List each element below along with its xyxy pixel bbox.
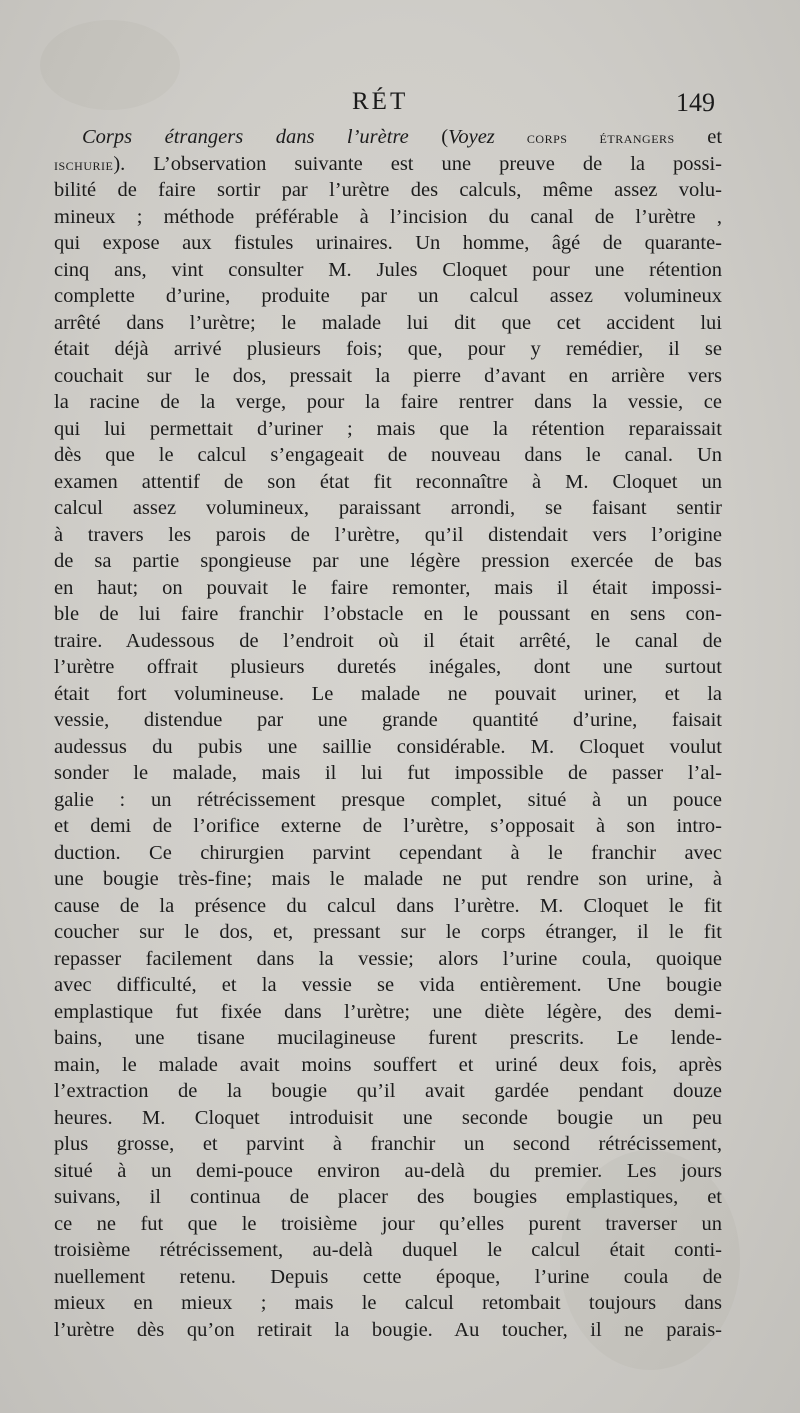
text-line: l’extraction de la bougie qu’il avait gardée pendant douze (54, 1080, 722, 1102)
text-line: situé à un demi-pouce environ au-delà du premier. Les jours (54, 1159, 722, 1182)
text-line: une bougie très-fine; mais le malade ne put rendre son urine, à (54, 868, 722, 890)
page-header (0, 88, 800, 128)
text-line: ble de lui faire franchir l’obstacle en le poussant en sens con- (54, 603, 722, 625)
text-line: l’urètre dès qu’on retirait la bougie. Au toucher, il ne parais- (54, 1318, 722, 1341)
text-line: audessus du pubis une saillie considérable. M. Cloquet voulut (54, 735, 722, 758)
text-line: repasser facilement dans la vessie; alors l’urine coula, quoique (54, 947, 722, 970)
text-line: plus grosse, et parvint à franchir un second rétrécissement, (54, 1133, 722, 1155)
text-line: troisième rétrécissement, au-delà duquel le calcul était conti- (54, 1239, 722, 1261)
cross-reference-term: ischurie (54, 154, 114, 174)
text-line: couchait sur le dos, pressait la pierre d’avant en arrière vers (54, 364, 722, 387)
text-line: était fort volumineuse. Le malade ne pouvait uriner, et la (54, 682, 722, 705)
text-line: examen attentif de son état fit reconnaître à M. Cloquet un (54, 470, 722, 493)
text-line: complette d’urine, produite par un calcul assez volumineux (54, 285, 722, 307)
text-line: la racine de la verge, pour la faire rentrer dans la vessie, ce (54, 391, 722, 413)
page-number: 149 (676, 88, 715, 117)
text-line: coucher sur le dos, et, pressant sur le corps étranger, il le fit (54, 921, 722, 943)
cross-reference-voyez: Voyez (448, 126, 495, 148)
text-line: emplastique fut fixée dans l’urètre; une diète légère, des demi- (54, 1000, 722, 1023)
text-line: sonder le malade, mais il lui fut impossible de passer l’al- (54, 762, 722, 784)
entry-heading: Corps étrangers dans l’urètre (82, 126, 409, 148)
text-line: mieux en mieux ; mais le calcul retombait toujours dans (54, 1292, 722, 1314)
text-line: heures. M. Cloquet introduisit une seconde bougie un peu (54, 1106, 722, 1129)
text-line: et demi de l’orifice externe de l’urètre, s’opposait à son intro- (54, 815, 722, 837)
text-line: en haut; on pouvait le faire remonter, mais il était impossi- (54, 576, 722, 599)
paren-open: ( (408, 126, 449, 148)
text-line: cause de la présence du calcul dans l’urètre. M. Cloquet le fit (54, 894, 722, 917)
conjunction: et (674, 126, 723, 148)
text-line: à travers les parois de l’urètre, qu’il distendait vers l’origine (54, 523, 722, 546)
text-line: l’urètre offrait plusieurs duretés inégales, dont une surtout (54, 656, 722, 678)
text-line: duction. Ce chirurgien parvint cependant à le franchir avec (54, 841, 722, 864)
text-line: de sa partie spongieuse par une légère pression exercée de bas (54, 550, 722, 572)
cross-reference-term: corps étrangers (494, 128, 675, 147)
text-line: traire. Audessous de l’endroit où il était arrêté, le canal de (54, 629, 722, 652)
text-line: ce ne fut que le troisième jour qu’elles purent traverser un (54, 1212, 722, 1235)
text-line (54, 151, 722, 178)
text-line: bilité de faire sortir par l’urètre des calculs, même assez volu- (54, 179, 722, 201)
text-line: galie : un rétrécissement presque complet, situé à un pouce (54, 788, 722, 811)
text-line: nuellement retenu. Depuis cette époque, l’urine coula de (54, 1265, 722, 1288)
text-line: cinq ans, vint consulter M. Jules Cloquet pour une rétention (54, 258, 722, 281)
text-line: main, le malade avait moins souffert et uriné deux fois, après (54, 1053, 722, 1076)
text-line: dès que le calcul s’engageait de nouveau dans le canal. Un (54, 444, 722, 466)
text-line: bains, une tisane mucilagineuse furent prescrits. Le lende- (54, 1027, 722, 1049)
text-line: arrêté dans l’urètre; le malade lui dit que cet accident lui (54, 311, 722, 334)
text-line: était déjà arrivé plusieurs fois; que, pour y remédier, il se (54, 338, 722, 360)
text-line (54, 124, 722, 151)
text-line: avec difficulté, et la vessie se vida entièrement. Une bougie (54, 974, 722, 996)
text-line: qui expose aux fistules urinaires. Un homme, âgé de quarante- (54, 232, 722, 254)
text-line: qui lui permettait d’uriner ; mais que la rétention reparaissait (54, 417, 722, 440)
text-line: vessie, distendue par une grande quantité d’urine, faisait (54, 709, 722, 731)
text-line: mineux ; méthode préférable à l’incision du canal de l’urètre , (54, 205, 722, 228)
text-line: calcul assez volumineux, paraissant arrondi, se faisant sentir (54, 497, 722, 519)
text-run: ). L’observation suivante est une preuve de la possi- (113, 152, 722, 175)
running-head: RÉT (352, 88, 409, 115)
body-text (54, 124, 722, 1343)
text-line: suivans, il continua de placer des bougies emplastiques, et (54, 1186, 722, 1208)
